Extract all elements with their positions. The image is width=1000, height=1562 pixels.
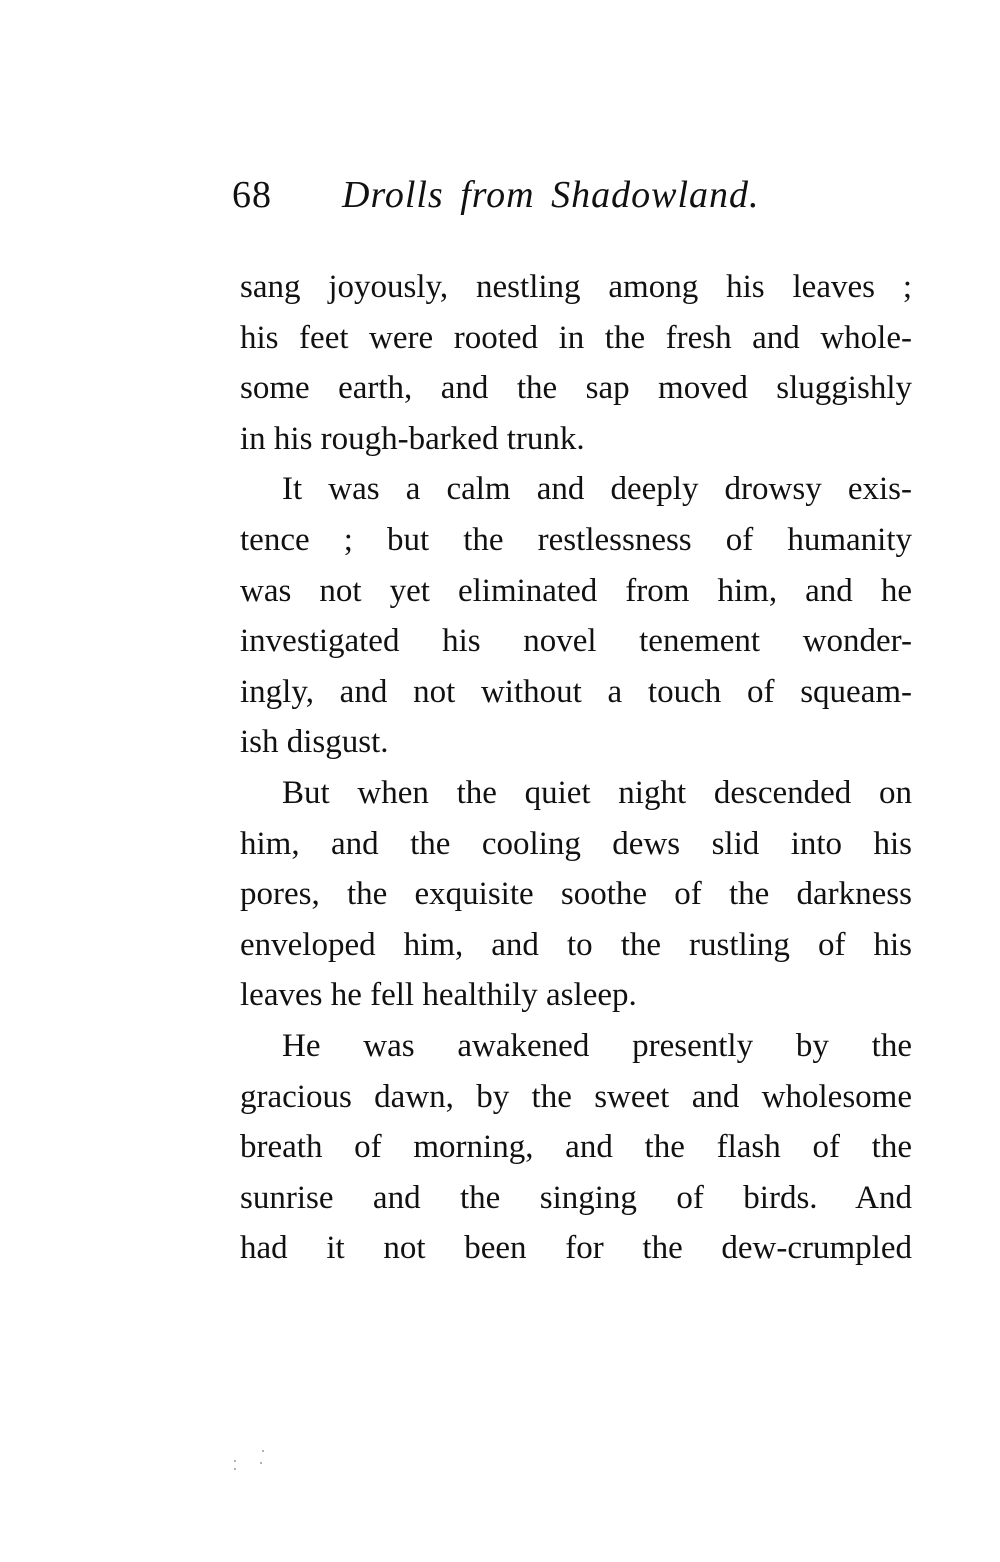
text-line: tence ; but the restlessness of humanity <box>240 521 912 558</box>
page-number: 68 <box>232 174 272 216</box>
speck <box>262 1450 264 1452</box>
text-line: some earth, and the sap moved sluggishly <box>240 370 912 407</box>
text-line: his feet were rooted in the fresh and whole- <box>240 319 912 356</box>
paragraph-1 <box>240 262 912 464</box>
text-line: He was awakened presently by the <box>282 1027 912 1064</box>
speck <box>260 1462 262 1464</box>
body-text <box>240 262 912 1274</box>
text-line: him, and the cooling dews slid into his <box>240 825 912 862</box>
speck <box>234 1468 236 1470</box>
text-line: sang joyously, nestling among his leaves ; <box>240 269 912 305</box>
text-line: had it not been for the dew-crumpled <box>240 1230 912 1267</box>
running-title: Drolls from Shadowland. <box>342 174 760 216</box>
paragraph-4 <box>240 1021 912 1274</box>
text-line: pores, the exquisite soothe of the darkness <box>240 876 912 913</box>
text-line: gracious dawn, by the sweet and wholesome <box>240 1078 912 1115</box>
running-header <box>232 170 832 220</box>
text-line: But when the quiet night descended on <box>282 774 912 811</box>
text-line: breath of morning, and the flash of the <box>240 1129 912 1166</box>
text-line: enveloped him, and to the rustling of his <box>240 926 912 963</box>
text-line: ingly, and not without a touch of squeam- <box>240 673 912 710</box>
text-line: investigated his novel tenement wonder- <box>240 623 912 660</box>
text-line: sunrise and the singing of birds. And <box>240 1179 912 1216</box>
speck <box>234 1460 236 1462</box>
text-line: It was a calm and deeply drowsy exis- <box>282 471 912 508</box>
text-line: in his rough-barked trunk. <box>240 420 585 457</box>
scan-specks <box>232 1446 272 1476</box>
text-line: leaves he fell healthily asleep. <box>240 977 637 1014</box>
text-line: was not yet eliminated from him, and he <box>240 572 912 609</box>
paragraph-3 <box>240 768 912 1021</box>
text-line: ish disgust. <box>240 724 389 761</box>
paragraph-2 <box>240 464 912 768</box>
